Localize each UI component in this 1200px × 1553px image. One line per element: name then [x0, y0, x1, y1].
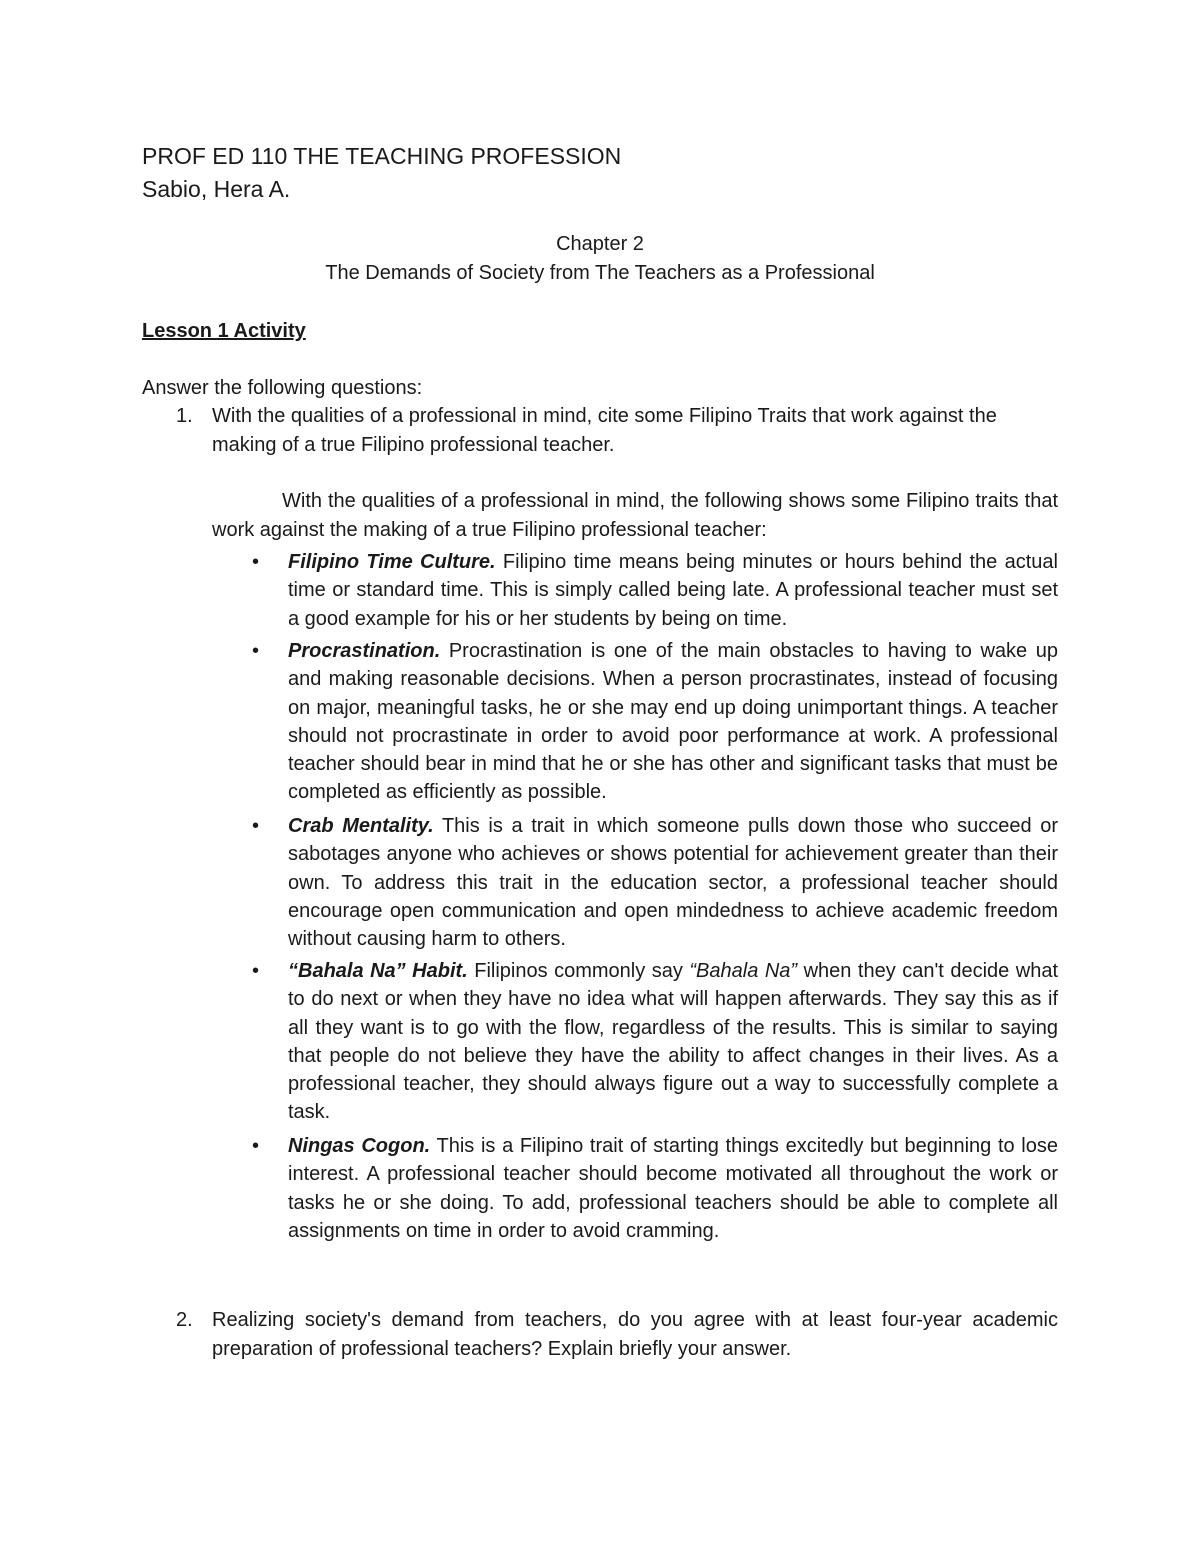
trait-name: Crab Mentality. — [288, 815, 434, 837]
bullet-icon: • — [252, 815, 260, 837]
trait-description-end: when they can't decide what to do next or when they have no idea what will happen afterwards. They say this as if all they want is to go with the flow, regardless of the results. This is similar to saying that people do not believe they have the ability to affect changes in their lives. As a professional teacher, they should always figure out a way to successfully complete a task. — [288, 960, 1059, 1124]
question-1-text: With the qualities of a professional in mind, cite some Filipino Traits that work against the making of a true Filipino professional teacher. — [212, 405, 997, 456]
bullet-icon: • — [252, 640, 260, 662]
instruction-text: Answer the following questions: — [142, 377, 423, 399]
trait-description: This is a Filipino trait of starting things excitedly but beginning to lose interest. A professional teacher should become motivated all throughout the work or tasks he or she doing. To add, professional teachers should be able to complete all assignments on time in order to avoid cramming. — [288, 1135, 1058, 1242]
chapter-label: Chapter 2 — [556, 233, 644, 255]
trait-description-start: Filipinos commonly say — [467, 960, 690, 982]
question-2-number: 2. — [176, 1309, 193, 1331]
course-title: PROF ED 110 THE TEACHING PROFESSION — [142, 143, 622, 169]
list-item — [252, 637, 1058, 807]
answer-1-intro: With the qualities of a professional in mind, the following shows some Filipino traits that work against the making of a true Filipino professional teacher: — [212, 490, 1058, 541]
trait-description: Procrastination is one of the main obstacles to having to wake up and making reasonable decisions. When a person procrastinates, instead of focusing on major, meaningful tasks, he or she may end up doing unimportant things. A teacher should not procrastinate in order to avoid poor performance at work. A professional teacher should bear in mind that he or she has other and significant tasks that must be completed as efficiently as possible. — [288, 640, 1058, 804]
trait-name: Filipino Time Culture. — [288, 551, 496, 573]
list-item — [252, 548, 1058, 633]
author-name: Sabio, Hera A. — [142, 176, 291, 202]
bullet-icon: • — [252, 1135, 260, 1157]
trait-name: “Bahala Na” Habit. — [288, 960, 468, 982]
bullet-icon: • — [252, 551, 260, 573]
list-item — [252, 812, 1059, 953]
trait-name: Ningas Cogon. — [288, 1135, 431, 1157]
bullet-icon: • — [252, 960, 260, 982]
trait-emphasis-phrase: “Bahala Na” — [689, 960, 798, 982]
trait-description: This is a trait in which someone pulls down those who succeed or sabotages anyone who achieves or shows potential for achievement greater than their own. To address this trait in the education sector, a professional teacher should encourage open communication and open mindedness to achieve academic freedom without causing harm to others. — [288, 815, 1059, 951]
chapter-title: The Demands of Society from The Teachers as a Professional — [325, 262, 875, 284]
trait-name: Procrastination. — [288, 640, 441, 662]
trait-description: Filipino time means being minutes or hours behind the actual time or standard time. This is simply called being late. A professional teacher must set a good example for his or her students by being on time. — [288, 551, 1058, 630]
list-item — [252, 1132, 1058, 1245]
list-item — [252, 957, 1059, 1127]
question-1-number: 1. — [176, 405, 193, 427]
question-2-text: Realizing society's demand from teachers, do you agree with at least four-year academic preparation of professional teachers? Explain briefly your answer. — [212, 1309, 1058, 1360]
lesson-heading: Lesson 1 Activity — [142, 320, 306, 342]
